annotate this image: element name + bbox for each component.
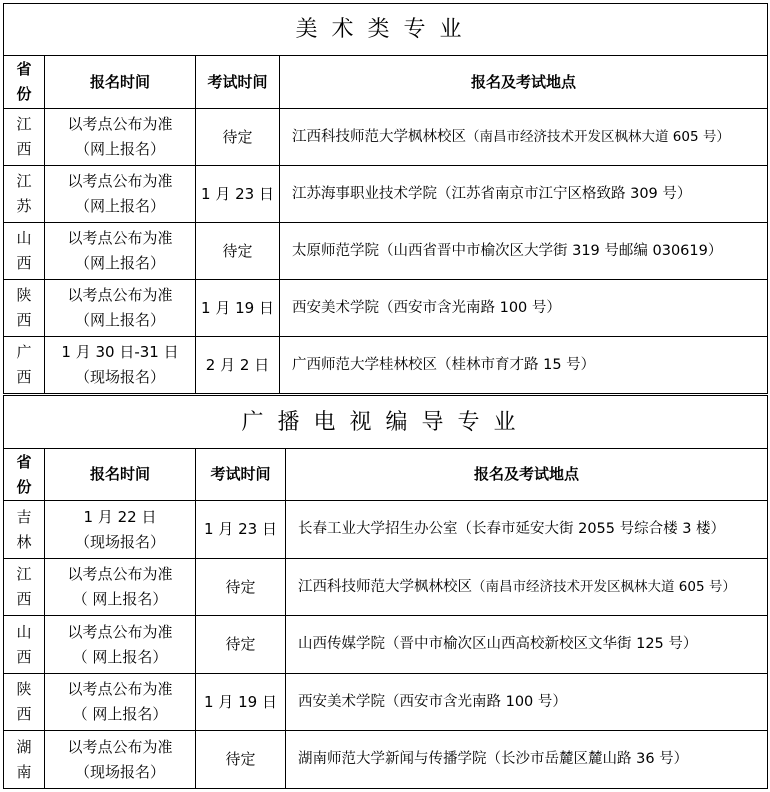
cell-location: 江西科技师范大学枫林校区（南昌市经济技术开发区枫林大道 605 号） bbox=[286, 559, 768, 616]
cell-reg-time: 以考点公布为准 （现场报名） bbox=[45, 731, 196, 789]
cell-location: 西安美术学院（西安市含光南路 100 号） bbox=[286, 674, 768, 731]
header-reg-time: 报名时间 bbox=[45, 449, 196, 501]
cell-exam-time: 1 月 19 日 bbox=[196, 280, 280, 337]
cell-exam-time: 1 月 23 日 bbox=[196, 501, 286, 559]
cell-location: 江西科技师范大学枫林校区（南昌市经济技术开发区枫林大道 605 号） bbox=[280, 109, 768, 166]
table-row bbox=[4, 731, 768, 789]
table-row bbox=[4, 674, 768, 731]
cell-province: 江西 bbox=[4, 559, 45, 616]
table-row bbox=[4, 109, 768, 166]
cell-province: 江苏 bbox=[4, 166, 45, 223]
header-exam-time: 考试时间 bbox=[196, 56, 280, 109]
cell-province: 陕西 bbox=[4, 280, 45, 337]
cell-province: 山西 bbox=[4, 616, 45, 674]
header-location: 报名及考试地点 bbox=[286, 449, 768, 501]
cell-location: 西安美术学院（西安市含光南路 100 号） bbox=[280, 280, 768, 337]
header-province: 省份 bbox=[4, 56, 45, 109]
cell-reg-time: 以考点公布为准 （ 网上报名） bbox=[45, 674, 196, 731]
table-row bbox=[4, 166, 768, 223]
cell-location: 江苏海事职业技术学院（江苏省南京市江宁区格致路 309 号） bbox=[280, 166, 768, 223]
cell-province: 湖南 bbox=[4, 731, 45, 789]
table-row bbox=[4, 559, 768, 616]
header-exam-time: 考试时间 bbox=[196, 449, 286, 501]
header-location: 报名及考试地点 bbox=[280, 56, 768, 109]
art-majors-table bbox=[3, 3, 768, 394]
cell-reg-time: 以考点公布为准 （网上报名） bbox=[45, 109, 196, 166]
cell-province: 山西 bbox=[4, 223, 45, 280]
cell-exam-time: 2 月 2 日 bbox=[196, 337, 280, 394]
cell-exam-time: 1 月 19 日 bbox=[196, 674, 286, 731]
cell-exam-time: 待定 bbox=[196, 559, 286, 616]
cell-location: 太原师范学院（山西省晋中市榆次区大学街 319 号邮编 030619） bbox=[280, 223, 768, 280]
cell-location: 山西传媒学院（晋中市榆次区山西高校新校区文华街 125 号） bbox=[286, 616, 768, 674]
cell-location: 湖南师范大学新闻与传播学院（长沙市岳麓区麓山路 36 号） bbox=[286, 731, 768, 789]
cell-reg-time: 1 月 22 日 （现场报名） bbox=[45, 501, 196, 559]
broadcast-majors-table bbox=[3, 395, 768, 789]
cell-location: 广西师范大学桂林校区（桂林市育才路 15 号） bbox=[280, 337, 768, 394]
header-reg-time: 报名时间 bbox=[45, 56, 196, 109]
cell-exam-time: 待定 bbox=[196, 109, 280, 166]
table-row bbox=[4, 616, 768, 674]
cell-province: 江西 bbox=[4, 109, 45, 166]
table-row bbox=[4, 337, 768, 394]
cell-location: 长春工业大学招生办公室（长春市延安大街 2055 号综合楼 3 楼） bbox=[286, 501, 768, 559]
cell-reg-time: 以考点公布为准 （网上报名） bbox=[45, 223, 196, 280]
cell-province: 广西 bbox=[4, 337, 45, 394]
header-province: 省份 bbox=[4, 449, 45, 501]
cell-reg-time: 以考点公布为准 （ 网上报名） bbox=[45, 559, 196, 616]
section-title: 美术类专业 bbox=[4, 4, 768, 56]
table-row bbox=[4, 501, 768, 559]
table-row bbox=[4, 223, 768, 280]
cell-exam-time: 1 月 23 日 bbox=[196, 166, 280, 223]
cell-exam-time: 待定 bbox=[196, 223, 280, 280]
cell-exam-time: 待定 bbox=[196, 731, 286, 789]
cell-province: 陕西 bbox=[4, 674, 45, 731]
section-title: 广播电视编导专业 bbox=[4, 396, 768, 449]
cell-exam-time: 待定 bbox=[196, 616, 286, 674]
table-row bbox=[4, 280, 768, 337]
cell-reg-time: 1 月 30 日-31 日 （现场报名） bbox=[45, 337, 196, 394]
cell-reg-time: 以考点公布为准 （网上报名） bbox=[45, 280, 196, 337]
cell-province: 吉林 bbox=[4, 501, 45, 559]
cell-reg-time: 以考点公布为准 （ 网上报名） bbox=[45, 616, 196, 674]
cell-reg-time: 以考点公布为准 （网上报名） bbox=[45, 166, 196, 223]
